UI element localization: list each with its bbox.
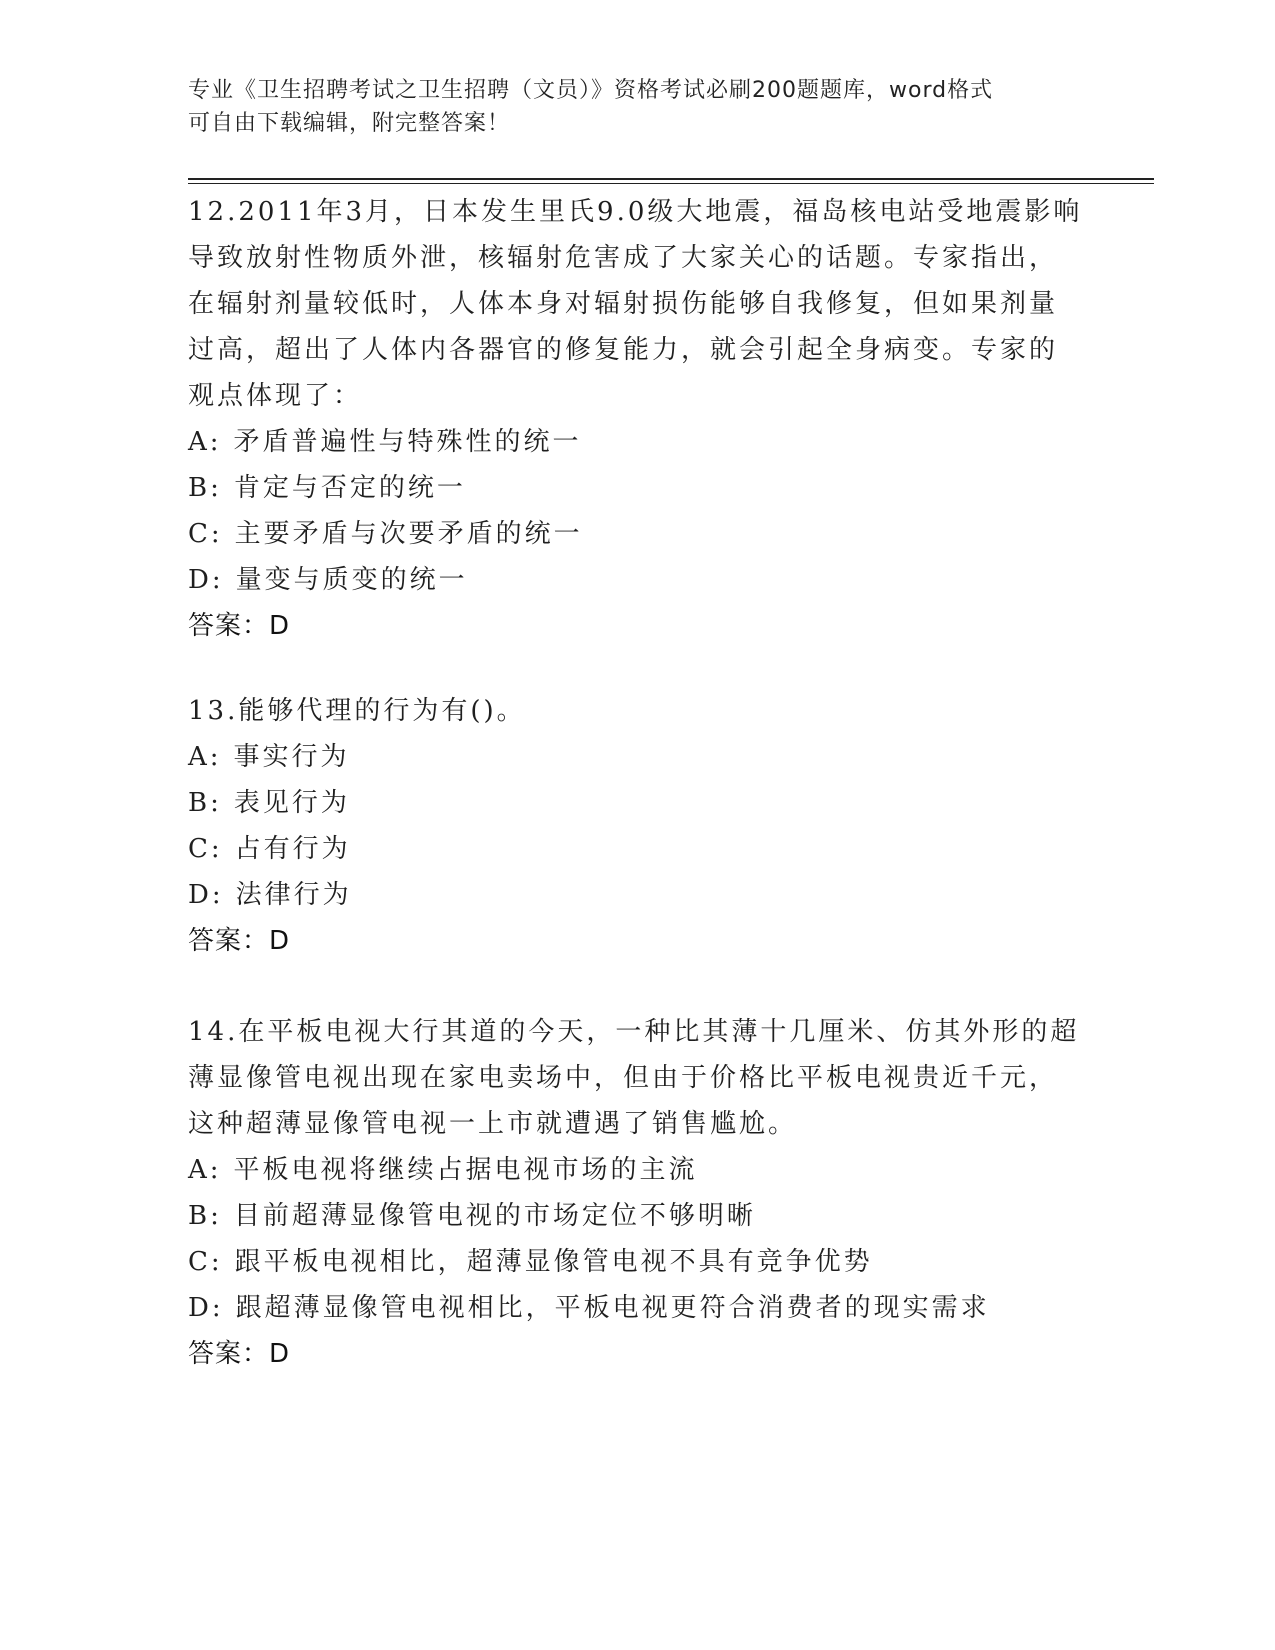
- option-text: 表见行为: [233, 788, 350, 818]
- option-key: B:: [188, 788, 222, 818]
- option-text: 占有行为: [234, 834, 351, 864]
- option-a: [188, 419, 1108, 465]
- option-text: 事实行为: [233, 742, 350, 772]
- question-text-line: 14.在平板电视大行其道的今天，一种比其薄十几厘米、仿其外形的超: [188, 1017, 1080, 1047]
- option-text: 法律行为: [235, 880, 352, 910]
- question-text-line: 12.2011年3月，日本发生里氏9.0级大地震，福岛核电站受地震影响: [188, 197, 1083, 227]
- option-a: [188, 1147, 1108, 1193]
- option-b: [188, 465, 1108, 511]
- header-title-line-1: 专业《卫生招聘考试之卫生招聘（文员）》资格考试必刷200题题库，word格式: [188, 78, 994, 103]
- question-text-line: 观点体现了：: [188, 381, 363, 411]
- option-text: 量变与质变的统一: [235, 565, 468, 595]
- option-b: [188, 780, 1108, 826]
- answer-label: 答案：D: [188, 1339, 291, 1369]
- option-d: [188, 557, 1108, 603]
- question-12: [188, 189, 1108, 649]
- option-text: 肯定与否定的统一: [233, 473, 466, 503]
- question-text-line: 过高，超出了人体内各器官的修复能力，就会引起全身病变。专家的: [188, 335, 1059, 365]
- option-c: [188, 1239, 1108, 1285]
- option-key: D:: [188, 1293, 224, 1323]
- question-text-line: 导致放射性物质外泄，核辐射危害成了大家关心的话题。专家指出，: [188, 243, 1059, 273]
- option-a: [188, 734, 1108, 780]
- question-text-line: 13.能够代理的行为有()。: [188, 696, 526, 726]
- option-d: [188, 1285, 1108, 1331]
- question-text-line: 在辐射剂量较低时，人体本身对辐射损伤能够自我修复，但如果剂量: [188, 289, 1059, 319]
- option-key: D:: [188, 565, 224, 595]
- option-c: [188, 511, 1108, 557]
- option-b: [188, 1193, 1108, 1239]
- question-text-line: 这种超薄显像管电视一上市就遭遇了销售尴尬。: [188, 1109, 798, 1139]
- option-text: 平板电视将继续占据电视市场的主流: [233, 1155, 698, 1185]
- option-key: C:: [188, 1247, 223, 1277]
- option-key: A:: [188, 1155, 222, 1185]
- option-text: 主要矛盾与次要矛盾的统一: [234, 519, 583, 549]
- option-text: 矛盾普遍性与特殊性的统一: [233, 427, 582, 457]
- option-text: 跟超薄显像管电视相比，平板电视更符合消费者的现实需求: [235, 1293, 990, 1323]
- option-key: D:: [188, 880, 224, 910]
- answer-label: 答案：D: [188, 611, 291, 641]
- header-divider-thick: [188, 178, 1154, 180]
- answer-label: 答案：D: [188, 926, 291, 956]
- option-key: A:: [188, 427, 222, 457]
- option-key: C:: [188, 519, 223, 549]
- question-14: [188, 1009, 1108, 1377]
- document-header: [188, 74, 1088, 140]
- option-key: A:: [188, 742, 222, 772]
- option-key: B:: [188, 1201, 222, 1231]
- option-text: 目前超薄显像管电视的市场定位不够明晰: [233, 1201, 756, 1231]
- option-d: [188, 872, 1108, 918]
- option-text: 跟平板电视相比，超薄显像管电视不具有竞争优势: [234, 1247, 873, 1277]
- header-divider-thin: [188, 183, 1154, 184]
- question-text-line: 薄显像管电视出现在家电卖场中，但由于价格比平板电视贵近千元，: [188, 1063, 1059, 1093]
- option-c: [188, 826, 1108, 872]
- question-13: [188, 688, 1108, 964]
- header-title-line-2: 可自由下载编辑，附完整答案！: [188, 111, 511, 136]
- option-key: B:: [188, 473, 222, 503]
- option-key: C:: [188, 834, 223, 864]
